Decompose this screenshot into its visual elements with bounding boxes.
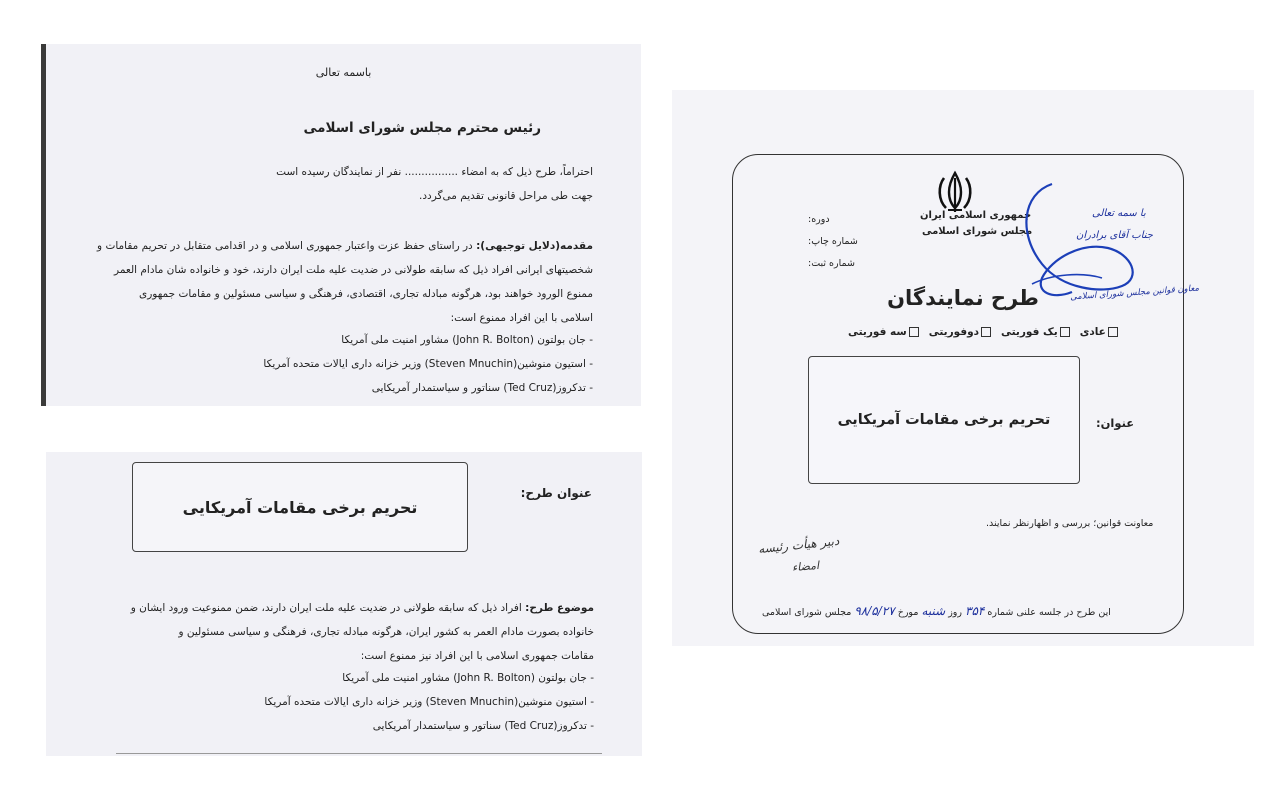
intro-paragraph-line: ممنوع الورود خواهند بود، هرگونه مبادله تجاری، اقتصادی، فرهنگی و سیاسی مسئولین و مقامات جمهوری	[139, 288, 593, 300]
form-title: طرح نمایندگان	[887, 286, 1039, 310]
list-item: - استیون منوشین(Steven Mnuchin) وزیر خزانه داری ایالات متحده آمریکا	[263, 358, 593, 370]
scan-page-letter	[41, 44, 641, 406]
plan-title: تحریم برخی مقامات آمریکایی	[182, 497, 418, 517]
handwritten-note: با سمه تعالی	[1092, 208, 1146, 219]
title-box	[808, 356, 1080, 484]
urgency-option[interactable]: عادی	[1080, 326, 1118, 338]
subject-text: افراد ذیل که سابقه طولانی در ضدیت علیه ملت ایران دارند، ضمن ممنوعیت ورود ایشان و	[130, 602, 522, 614]
parliament-name: مجلس شورای اسلامی	[922, 226, 1033, 237]
intro-paragraph-line: شخصیتهای ایرانی افراد ذیل که سابقه طولانی در ضدیت علیه ملت ایران دارند، خود و خانواده شان مادام العمر	[114, 264, 593, 276]
subject-label: موضوع طرح:	[525, 602, 594, 614]
session-date: ۹۸/۵/۲۷	[854, 604, 895, 618]
session-line: این طرح در جلسه علنی شماره ۳۵۴ روز شنبه مورخ ۹۸/۵/۲۷ مجلس شورای اسلامی	[762, 604, 1111, 618]
intro-paragraph-line: اسلامی با این افراد ممنوع است:	[450, 312, 593, 324]
checkbox-icon	[909, 327, 919, 337]
org-name: جمهوری اسلامی ایران	[920, 210, 1032, 221]
subject-line: مقامات جمهوری اسلامی با این افراد نیز ممنوع است:	[360, 650, 594, 662]
meta-registration-number: شماره ثبت:	[808, 258, 855, 269]
list-item: - جان بولتون (John R. Bolton) مشاور امنیت ملی آمریکا	[342, 672, 594, 684]
urgency-option[interactable]: سه فوریتی	[848, 326, 919, 338]
intro-label: مقدمه(دلایل توجیهی):	[476, 240, 593, 252]
intro-text: در راستای حفظ عزت واعتبار جمهوری اسلامی و در اقدامی متقابل در تحریم مقامات و	[97, 240, 473, 252]
meta-print-number: شماره چاپ:	[808, 236, 858, 247]
list-item: - استیون منوشین(Steven Mnuchin) وزیر خزانه داری ایالات متحده آمریکا	[264, 696, 594, 708]
title-label: عنوان طرح:	[520, 486, 592, 500]
scan-page-subject	[46, 452, 642, 756]
scan-page-form	[672, 90, 1254, 646]
session-number: ۳۵۴	[965, 604, 985, 618]
title-label: عنوان:	[1096, 416, 1135, 430]
checkbox-icon	[1108, 327, 1118, 337]
urgency-options	[848, 326, 1118, 338]
checkbox-icon	[981, 327, 991, 337]
subject-line: خانواده بصورت مادام العمر به کشور ایران، هرگونه مبادله تجاری، فرهنگی و سیاسی مسئولین و	[178, 626, 594, 638]
urgency-option[interactable]: دوفوریتی	[929, 326, 991, 338]
meta-term: دوره:	[808, 214, 830, 225]
signature-title: دبیر هیأت رئیسه	[757, 533, 840, 557]
plan-title: تحریم برخی مقامات آمریکایی	[837, 412, 1051, 428]
handwritten-note: جناب آقای برادران	[1076, 230, 1153, 241]
greeting-line: احتراماً، طرح ذیل که به امضاء ................ نفر از نمایندگان رسیده است	[276, 166, 593, 178]
list-item: - تدکروز(Ted Cruz) سناتور و سیاستمدار آمریکایی	[371, 382, 593, 394]
title-box	[132, 462, 468, 552]
greeting-line: جهت طی مراحل قانونی تقدیم می‌گردد.	[419, 190, 593, 202]
session-day: شنبه	[921, 604, 946, 618]
signature-role: امضاء	[791, 558, 820, 575]
bismillah: باسمه تعالی	[315, 66, 372, 79]
subject-line	[131, 602, 594, 614]
review-note: معاونت قوانین؛ بررسی و اظهارنظر نمایند.	[986, 518, 1154, 529]
list-item: - جان بولتون (John R. Bolton) مشاور امنیت ملی آمریکا	[341, 334, 593, 346]
urgency-option[interactable]: یک فوریتی	[1001, 326, 1070, 338]
addressee: رئیس محترم مجلس شورای اسلامی	[303, 120, 541, 136]
divider	[116, 753, 602, 754]
intro-paragraph-line	[97, 240, 593, 252]
checkbox-icon	[1060, 327, 1070, 337]
list-item: - تدکروز(Ted Cruz) سناتور و سیاستمدار آمریکایی	[372, 720, 594, 732]
handwritten-note: معاون قوانین مجلس شورای اسلامی	[1069, 283, 1200, 303]
